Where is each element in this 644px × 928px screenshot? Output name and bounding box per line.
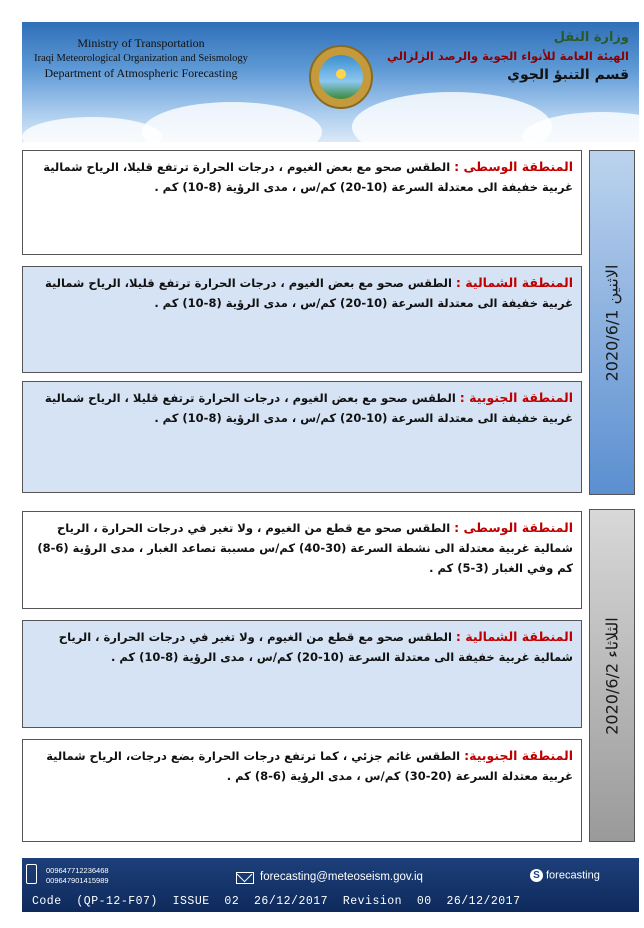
- day1-date-text: الاثنين 2020/6/1: [602, 264, 622, 381]
- phone-number-2: 009647901415989: [46, 876, 109, 885]
- region-name: المنطقة الشمالية :: [455, 629, 573, 644]
- organization-logo: [309, 45, 373, 109]
- skype-contact[interactable]: [530, 869, 600, 882]
- phone-icon: [26, 864, 37, 884]
- header-banner: [22, 22, 639, 142]
- forecast-text: الطقس صحو مع قطع من الغيوم ، ولا تغير في درجات الحرارة ، الرياح شمالية غربية معتدلة الى نشطة السرعة (30-40) كم/س مسببة تصاعد الغبار ، مدى الرؤية (6-8) كم وفي الغبار (3-5) كم .: [37, 521, 573, 575]
- email-contact[interactable]: [236, 871, 423, 883]
- header-english-block: [26, 36, 256, 81]
- header-arabic-block: [387, 28, 629, 85]
- forecast-text: الطقس غائم جزئي ، كما ترتفع درجات الحرارة بضع درجات، الرياح شمالية غربية معتدلة السرعة (20-30) كم/س ، مدى الرؤية (6-8) كم .: [46, 749, 573, 783]
- day2-date-text: الثلاثاء 2020/6/2: [602, 616, 622, 735]
- forecast-day1-central: [22, 150, 582, 255]
- region-name: المنطقة الشمالية :: [455, 275, 573, 290]
- ministry-name-ar: وزارة النقل: [553, 30, 629, 45]
- region-name: المنطقة الوسطى :: [454, 159, 573, 174]
- department-name-en: Department of Atmospheric Forecasting: [44, 66, 238, 80]
- day2-date-label: [589, 509, 635, 842]
- day1-date-label: [589, 150, 635, 495]
- phone-numbers: [46, 866, 109, 886]
- organization-name-ar: الهيئة العامة للأنواء الجوية والرصد الزلزالي: [387, 49, 629, 63]
- forecast-text: الطقس صحو مع قطع من الغيوم ، ولا تغير في درجات الحرارة ، الرياح شمالية غربية خفيفة الى معتدلة السرعة (10-20) كم/س ، مدى الرؤية (8-10) كم .: [58, 630, 573, 664]
- forecast-day2-south: [22, 739, 582, 842]
- mail-icon: [236, 872, 254, 884]
- phone-number-1: 009647712236468: [46, 866, 109, 875]
- forecast-text: الطقس صحو مع بعض الغيوم ، درجات الحرارة ترتفع قليلا، الرياح شمالية غربية خفيفة الى معتدلة السرعة (10-20) كم/س ، مدى الرؤية (8-10) كم .: [45, 276, 573, 310]
- forecast-text: الطقس صحو مع بعض الغيوم ، درجات الحرارة ترتفع قليلا ، الرياح شمالية غربية خفيفة الى معتدلة السرعة (10-20) كم/س ، مدى الرؤية (8-10) كم .: [44, 391, 573, 425]
- region-name: المنطقة الجنوبية:: [464, 748, 573, 763]
- region-name: المنطقة الجنوبية :: [459, 390, 573, 405]
- skype-handle[interactable]: forecasting: [546, 869, 600, 882]
- forecast-day2-north: [22, 620, 582, 728]
- footer-bar: [22, 858, 639, 912]
- ministry-name-en: Ministry of Transportation: [77, 36, 205, 50]
- document-code-line: Code (QP-12-F07) ISSUE 02 26/12/2017 Revision 00 26/12/2017: [32, 895, 521, 908]
- department-name-ar: قسم التنبؤ الجوي: [507, 67, 629, 83]
- forecast-day1-north: [22, 266, 582, 373]
- forecast-text: الطقس صحو مع بعض الغيوم ، درجات الحرارة ترتفع قليلا، الرياح شمالية غربية خفيفة الى معتدلة السرعة (10-20) كم/س ، مدى الرؤية (8-10) كم .: [43, 160, 573, 194]
- forecast-day2-central: [22, 511, 582, 609]
- skype-icon: S: [530, 869, 543, 882]
- region-name: المنطقة الوسطى :: [454, 520, 573, 535]
- email-address[interactable]: forecasting@meteoseism.gov.iq: [260, 871, 423, 883]
- organization-name-en: Iraqi Meteorological Organization and Seismology: [34, 53, 248, 64]
- forecast-day1-south: [22, 381, 582, 493]
